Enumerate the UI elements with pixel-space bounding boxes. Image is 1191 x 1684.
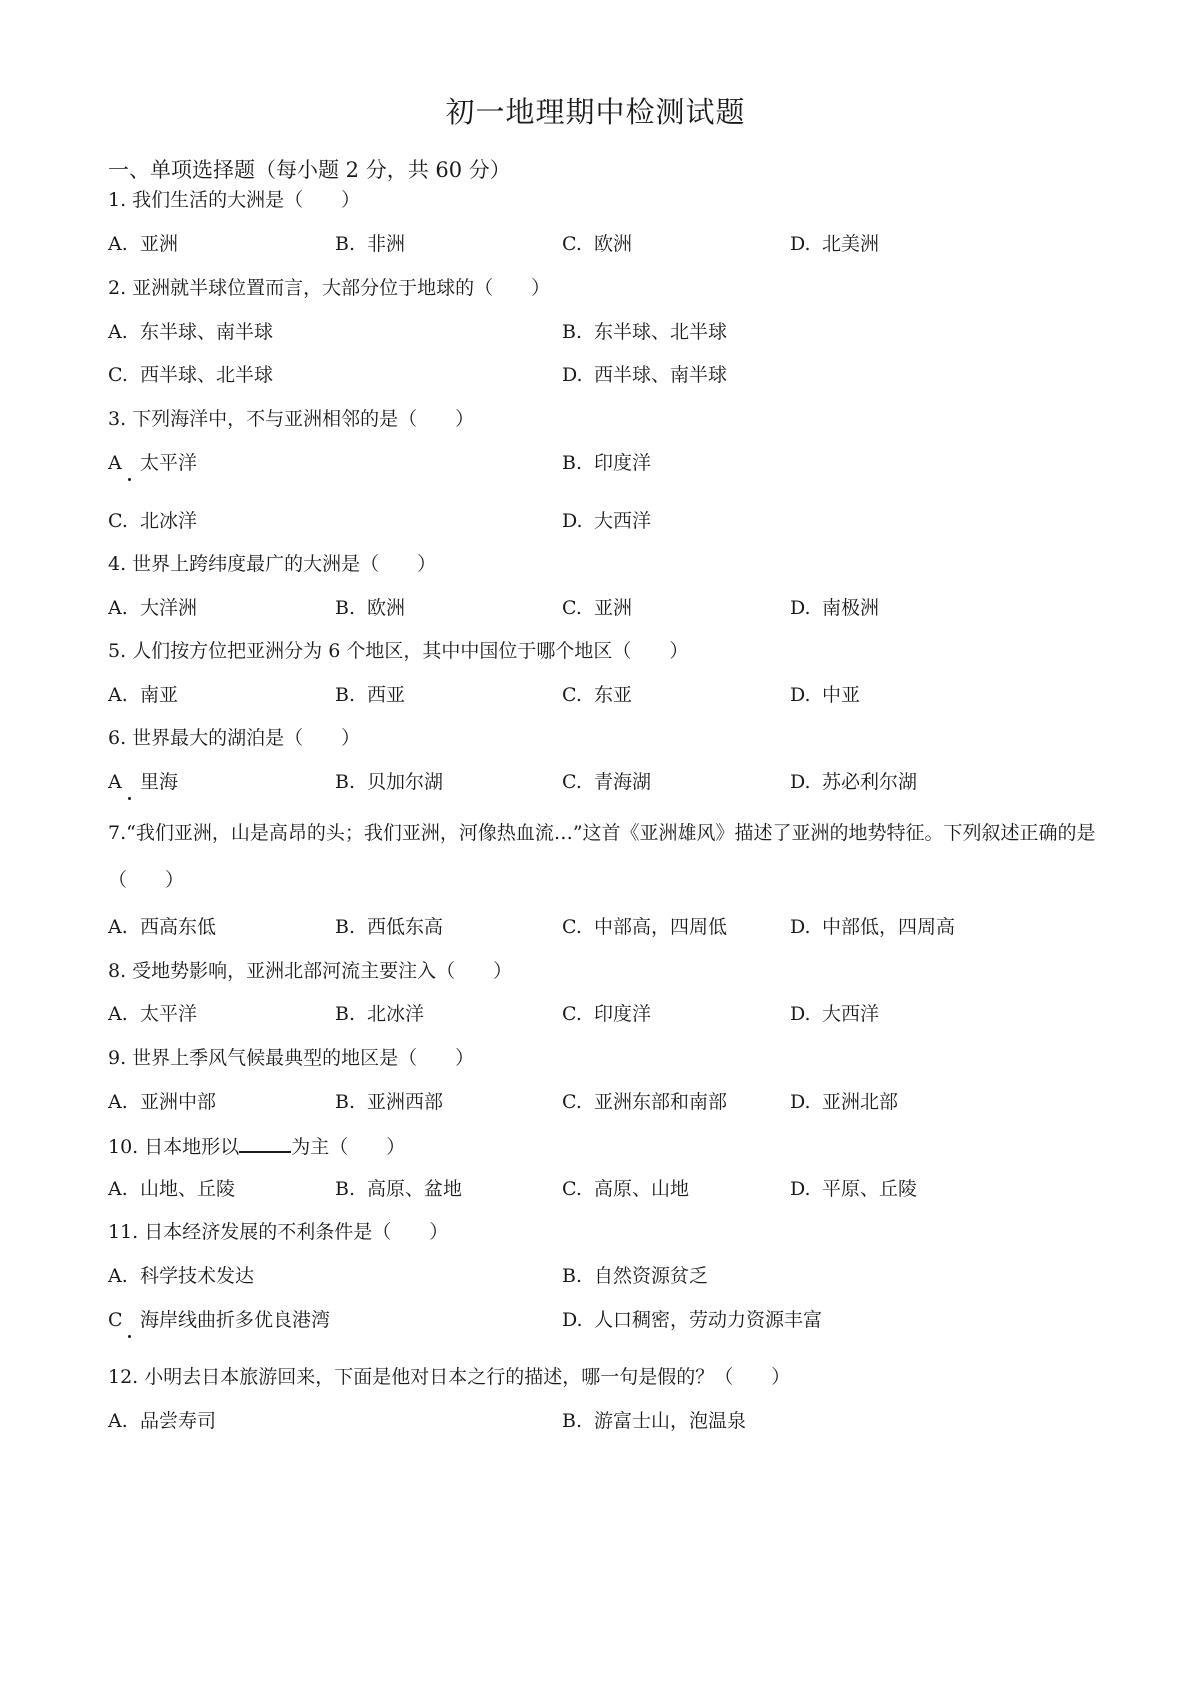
q4-option-d: D. 南极洲 <box>790 597 880 619</box>
question-3: 3. 下列海洋中，不与亚洲相邻的是（ ） <box>108 408 475 430</box>
q11-dot-mark <box>128 1335 131 1338</box>
q4-option-a: A. 大洋洲 <box>108 597 198 619</box>
q3-option-d: D. 大西洋 <box>562 510 652 532</box>
q1-option-d: D. 北美洲 <box>790 233 880 255</box>
q8-option-a: A. 太平洋 <box>108 1003 198 1025</box>
question-4: 4. 世界上跨纬度最广的大洲是（ ） <box>108 553 437 575</box>
page-title: 初一地理期中检测试题 <box>445 95 746 129</box>
q3-option-a: A 太平洋 <box>108 452 198 474</box>
q5-option-c: C. 东亚 <box>562 684 633 706</box>
q9-option-a: A. 亚洲中部 <box>108 1091 217 1113</box>
question-7: 7.“我们亚洲，山是高昂的头；我们亚洲，河像热血流…”这首《亚洲雄风》描述了亚洲的地势特征。下列叙述正确的是（ ） <box>108 822 1096 891</box>
q10-option-b: B. 高原、盆地 <box>335 1178 463 1200</box>
q10-option-c: C. 高原、山地 <box>562 1178 690 1200</box>
q4-option-b: B. 欧洲 <box>335 597 406 619</box>
q6-option-d: D. 苏必利尔湖 <box>790 771 918 793</box>
q3-dot-mark <box>128 478 131 481</box>
q7-option-a: A. 西高东低 <box>108 916 217 938</box>
q3-option-c: C. 北冰洋 <box>108 510 198 532</box>
section-heading: 一、单项选择题（每小题 2 分，共 60 分） <box>108 158 511 182</box>
q12-option-b: B. 游富士山，泡温泉 <box>562 1410 747 1432</box>
q11-option-c: C 海岸线曲折多优良港湾 <box>108 1309 331 1331</box>
q8-option-d: D. 大西洋 <box>790 1003 880 1025</box>
q2-option-a: A. 东半球、南半球 <box>108 321 274 343</box>
q1-option-c: C. 欧洲 <box>562 233 633 255</box>
q2-option-b: B. 东半球、北半球 <box>562 321 728 343</box>
question-10: 10. 日本地形以 为主（ ） <box>108 1131 405 1161</box>
question-11: 11. 日本经济发展的不利条件是（ ） <box>108 1221 449 1243</box>
q6-option-a: A 里海 <box>108 771 179 793</box>
q11-option-d: D. 人口稠密，劳动力资源丰富 <box>562 1309 823 1331</box>
q1-option-a: A. 亚洲 <box>108 233 179 255</box>
question-12: 12. 小明去日本旅游回来，下面是他对日本之行的描述，哪一句是假的？（ ） <box>108 1366 791 1388</box>
q11-option-a: A. 科学技术发达 <box>108 1265 255 1287</box>
question-9: 9. 世界上季风气候最典型的地区是（ ） <box>108 1047 475 1069</box>
q6-option-c: C. 青海湖 <box>562 771 652 793</box>
q8-option-c: C. 印度洋 <box>562 1003 652 1025</box>
q5-option-d: D. 中亚 <box>790 684 861 706</box>
q2-option-d: D. 西半球、南半球 <box>562 364 728 386</box>
q9-option-b: B. 亚洲西部 <box>335 1091 444 1113</box>
question-5: 5. 人们按方位把亚洲分为 6 个地区，其中中国位于哪个地区（ ） <box>108 640 689 662</box>
q10-option-a: A. 山地、丘陵 <box>108 1178 236 1200</box>
question-1: 1. 我们生活的大洲是（ ） <box>108 189 361 211</box>
q5-option-a: A. 南亚 <box>108 684 179 706</box>
q8-option-b: B. 北冰洋 <box>335 1003 425 1025</box>
q5-option-b: B. 西亚 <box>335 684 406 706</box>
q12-option-a: A. 品尝寿司 <box>108 1410 217 1432</box>
q10-option-d: D. 平原、丘陵 <box>790 1178 918 1200</box>
q11-option-b: B. 自然资源贫乏 <box>562 1265 709 1287</box>
q4-option-c: C. 亚洲 <box>562 597 633 619</box>
answer-blank <box>239 1131 291 1153</box>
q3-option-b: B. 印度洋 <box>562 452 652 474</box>
q6-option-b: B. 贝加尔湖 <box>335 771 444 793</box>
q1-option-b: B. 非洲 <box>335 233 406 255</box>
q7-option-d: D. 中部低，四周高 <box>790 916 956 938</box>
q2-option-c: C. 西半球、北半球 <box>108 364 274 386</box>
question-2: 2. 亚洲就半球位置而言，大部分位于地球的（ ） <box>108 277 551 299</box>
question-6: 6. 世界最大的湖泊是（ ） <box>108 727 361 749</box>
q9-option-c: C. 亚洲东部和南部 <box>562 1091 728 1113</box>
q7-option-b: B. 西低东高 <box>335 916 444 938</box>
question-8: 8. 受地势影响，亚洲北部河流主要注入（ ） <box>108 960 513 982</box>
q6-dot-mark <box>128 797 131 800</box>
q7-option-c: C. 中部高，四周低 <box>562 916 728 938</box>
q9-option-d: D. 亚洲北部 <box>790 1091 899 1113</box>
